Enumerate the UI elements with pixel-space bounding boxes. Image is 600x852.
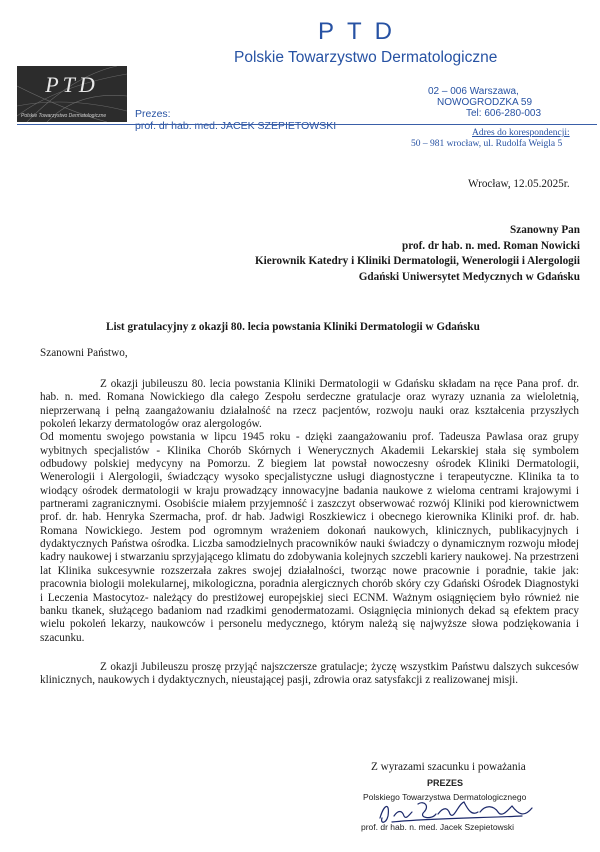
recipient-line: Kierownik Katedry i Kliniki Dermatologii, Wenerologii i Alergologii — [254, 255, 580, 267]
address-line-2: NOWOGRODZKA 59 — [437, 97, 533, 108]
logo-caption: Polskie Towarzystwo Dermatologiczne — [21, 113, 107, 119]
letterhead-acronym: PTD — [318, 18, 405, 45]
correspondence-label: Adres do korespondencji: — [472, 128, 570, 138]
ptd-logo — [17, 66, 127, 122]
body-paragraph-3: Z okazji Jubileuszu proszę przyjąć najszczersze gratulacje; życzę wszystkim Państwu dalszych sukcesów klinicznych, naukowych i dydaktycznych, nieustającej pasji, zdrowia oraz satysfakcji z realizowanej misji. — [40, 660, 579, 687]
president-label: Prezes: — [135, 108, 171, 120]
body-paragraph-2: Od momentu swojego powstania w lipcu 1945 roku - dzięki zaangażowaniu prof. Tadeusza Pawlasa oraz grupy wybitnych specjalistów - Klinika Chorób Skórnych i Wenerycznych Akademii Lekarskiej stała się symbolem odbudowy polskiej medycyny na Pomorzu. Z biegiem lat powstał nowoczesny ośrodek Kliniki Dermatologii, Wenerologii i Alergologii, świadczący wysoko specjalistyczne usługi diagnostyczne i terapeutyczne. Klinika ta to wiodący ośrodek dermatologii w kraju prowadzący innowacyjne badania naukowe z wieloma centrami krajowymi i partnerami zagranicznymi. Osobiście miałem przyjemność i zaszczyt obserwować rozwój Kliniki pod kierownictwem prof. dr. hab. Henryka Szermacha, prof. dr hab. Jadwigi Roszkiewicz i obecnego kierownika Kliniki prof. dr. hab. Romana Nowickiego. Jestem pod ogromnym wrażeniem dokonań naukowych, klinicznych, publikacyjnych i dydaktycznych Państwa ośrodka. Liczba samodzielnych pracowników nauki świadczy o dynamicznym rozwoju młodej kadry naukowej i stwarzaniu sprzyjającego klimatu do zdobywania kolejnych szczebli kariery naukowej. Na przestrzeni lat Klinika sukcesywnie rozszerzała zakres swojej działalności, tworząc nowe pracownie i poradnie, takie jak: pracownia biologii molekularnej, mikologiczna, poradnia alergicznych chorób skóry czy Gdański Ośrodek Diagnostyki i Leczenia Mastocytoz- należący do prestiżowej europejskiej sieci ECNM. Ważnym osiągnięciem było również nie banku tkanek, służącego badaniom nad rzadkimi genodermatozami. Osiągnięcia minionych dekad są efektem pracy wielu pokoleń lekarzy, naukowców i personelu medycznego, którym należą się najwyższe słowa podziękowania i szacunku. — [40, 431, 579, 644]
salutation: Szanowni Państwo, — [40, 347, 128, 359]
letter-subject: List gratulacyjny z okazji 80. lecia powstania Kliniki Dermatologii w Gdańsku — [106, 321, 480, 333]
president-name: prof. dr hab. med. JACEK SZEPIETOWSKI — [135, 120, 337, 132]
letterhead-divider — [17, 124, 597, 125]
phone-number: Tel: 606-280-003 — [466, 108, 542, 119]
stamp-title: PREZES — [427, 778, 464, 788]
correspondence-address: 50 – 981 wrocław, ul. Rudolfa Weigla 5 — [411, 139, 563, 149]
place-date: Wrocław, 12.05.2025r. — [468, 178, 570, 190]
logo-letters: PTD — [45, 72, 99, 97]
body-paragraph-1: Z okazji jubileuszu 80. lecia powstania Kliniki Dermatologii w Gdańsku składam na ręce Pana prof. dr. hab. n. med. Romana Nowickiego dla całego Zespołu serdeczne gratulacje oraz wyrazy uznania za wieloletnią, nieprzerwaną i pełną zaangażowaniu działalność na rzecz pacjentów, rozwoju nauki oraz kształcenia przyszłych pokoleń lekarzy dermatologów oraz alergologów. — [40, 378, 579, 431]
stamp-organization: Polskiego Towarzystwa Dermatologicznego — [363, 792, 527, 802]
closing-phrase: Z wyrazami szacunku i poważania — [371, 761, 526, 773]
letter-body — [40, 378, 579, 688]
recipient-block — [255, 223, 580, 285]
recipient-line: Szanowny Pan — [510, 224, 580, 236]
letterhead-society-name: Polskie Towarzystwo Dermatologiczne — [234, 49, 498, 66]
recipient-line: prof. dr hab. n. med. Roman Nowicki — [402, 239, 580, 252]
address-line-1: 02 – 006 Warszawa, — [428, 86, 519, 97]
stamp-name: prof. dr hab. n. med. Jacek Szepietowski — [361, 822, 515, 832]
recipient-line: Gdański Uniwersytet Medycznych w Gdańsku — [358, 270, 580, 283]
